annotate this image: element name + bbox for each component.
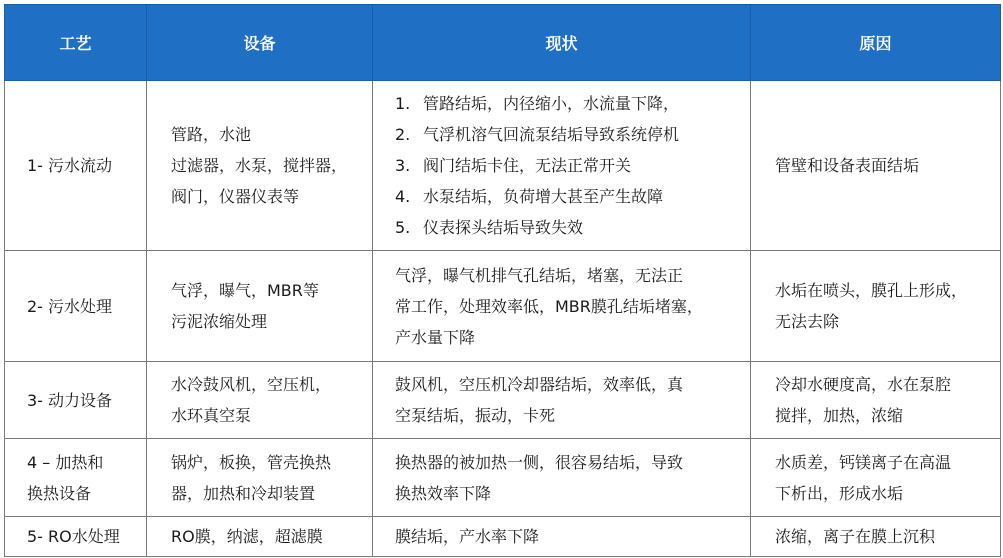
reason-line: 搅拌，加热，浓缩 bbox=[775, 406, 904, 425]
equipment-cell bbox=[147, 517, 373, 557]
process-text: 5- RO水处理 bbox=[27, 527, 120, 546]
equipment-line: 水冷鼓风机，空压机， bbox=[171, 375, 332, 394]
current-status-line: 换热器的被加热一侧，很容易结垢，导致 bbox=[395, 452, 684, 472]
header-current-status: 现状 bbox=[373, 5, 751, 81]
process-text: 换热设备 bbox=[27, 483, 92, 503]
list-number: 1. bbox=[395, 94, 411, 113]
list-item bbox=[395, 150, 750, 181]
current-status-line: 常工作，处理效率低，MBR膜孔结垢堵塞， bbox=[395, 296, 703, 316]
current-status-cell bbox=[373, 251, 751, 362]
reason-cell bbox=[751, 362, 1001, 439]
process-cell bbox=[5, 362, 147, 439]
reason-line: 无法去除 bbox=[775, 312, 840, 331]
current-status-line: 换热效率下降 bbox=[395, 483, 492, 503]
equipment-line: 污泥浓缩处理 bbox=[171, 312, 268, 331]
equipment-cell bbox=[147, 439, 373, 517]
current-status-line: 空泵结垢，振动，卡死 bbox=[395, 406, 556, 425]
list-text: 水泵结垢，负荷增大甚至产生故障 bbox=[423, 187, 664, 206]
reason-line: 下析出，形成水垢 bbox=[775, 483, 904, 503]
equipment-line: 过滤器，水泵，搅拌器， bbox=[171, 156, 348, 175]
list-text: 气浮机溶气回流泵结垢导致系统停机 bbox=[423, 125, 680, 144]
table-row bbox=[5, 362, 1001, 439]
reason-line: 水质差，钙镁离子在高温 bbox=[775, 452, 952, 472]
list-item bbox=[395, 212, 750, 243]
process-text: 1- 污水流动 bbox=[27, 156, 113, 175]
header-reason: 原因 bbox=[751, 5, 1001, 81]
table-row bbox=[5, 439, 1001, 517]
current-status-list bbox=[395, 88, 750, 243]
current-status-line: 鼓风机，空压机冷却器结垢，效率低，真 bbox=[395, 375, 684, 394]
reason-line: 浓缩，离子在膜上沉积 bbox=[775, 527, 936, 546]
reason-line: 冷却水硬度高，水在泵腔 bbox=[775, 375, 952, 394]
process-cell bbox=[5, 81, 147, 251]
scaling-problems-table bbox=[4, 4, 1001, 557]
header-equipment: 设备 bbox=[147, 5, 373, 81]
process-text: 2- 污水处理 bbox=[27, 296, 113, 316]
list-number: 3. bbox=[395, 156, 411, 175]
table-row bbox=[5, 517, 1001, 557]
process-text: 3- 动力设备 bbox=[27, 390, 113, 410]
equipment-cell bbox=[147, 251, 373, 362]
reason-cell bbox=[751, 517, 1001, 557]
current-status-cell bbox=[373, 362, 751, 439]
reason-line: 水垢在喷头，膜孔上形成， bbox=[775, 281, 968, 300]
reason-cell bbox=[751, 251, 1001, 362]
list-text: 仪表探头结垢导致失效 bbox=[423, 218, 584, 237]
table-row bbox=[5, 81, 1001, 251]
equipment-line: RO膜，纳滤，超滤膜 bbox=[171, 527, 323, 546]
header-process: 工艺 bbox=[5, 5, 147, 81]
current-status-cell bbox=[373, 81, 751, 251]
list-number: 2. bbox=[395, 125, 411, 144]
list-text: 管路结垢，内径缩小，水流量下降， bbox=[423, 94, 680, 113]
reason-cell bbox=[751, 439, 1001, 517]
equipment-line: 管路，水池 bbox=[171, 125, 252, 144]
equipment-line: 锅炉，板换，管壳换热 bbox=[171, 452, 332, 472]
reason-line: 管壁和设备表面结垢 bbox=[775, 156, 920, 175]
list-number: 5. bbox=[395, 218, 411, 237]
equipment-line: 阀门，仪器仪表等 bbox=[171, 187, 300, 206]
header-row bbox=[5, 5, 1001, 81]
table-row bbox=[5, 251, 1001, 362]
list-item bbox=[395, 181, 750, 212]
current-status-cell bbox=[373, 517, 751, 557]
equipment-line: 器，加热和冷却装置 bbox=[171, 483, 316, 503]
current-status-line: 气浮，曝气机排气孔结垢，堵塞，无法正 bbox=[395, 265, 684, 285]
list-item bbox=[395, 119, 750, 150]
current-status-line: 膜结垢，产水率下降 bbox=[395, 527, 540, 546]
equipment-cell bbox=[147, 81, 373, 251]
list-item bbox=[395, 88, 750, 119]
process-cell bbox=[5, 517, 147, 557]
process-cell bbox=[5, 439, 147, 517]
list-number: 4. bbox=[395, 187, 411, 206]
equipment-cell bbox=[147, 362, 373, 439]
reason-cell bbox=[751, 81, 1001, 251]
process-cell bbox=[5, 251, 147, 362]
list-text: 阀门结垢卡住，无法正常开关 bbox=[423, 156, 632, 175]
equipment-line: 水环真空泵 bbox=[171, 406, 252, 425]
current-status-cell bbox=[373, 439, 751, 517]
process-text: 4 – 加热和 bbox=[27, 452, 104, 472]
equipment-line: 气浮，曝气，MBR等 bbox=[171, 281, 319, 300]
current-status-line: 产水量下降 bbox=[395, 327, 476, 347]
